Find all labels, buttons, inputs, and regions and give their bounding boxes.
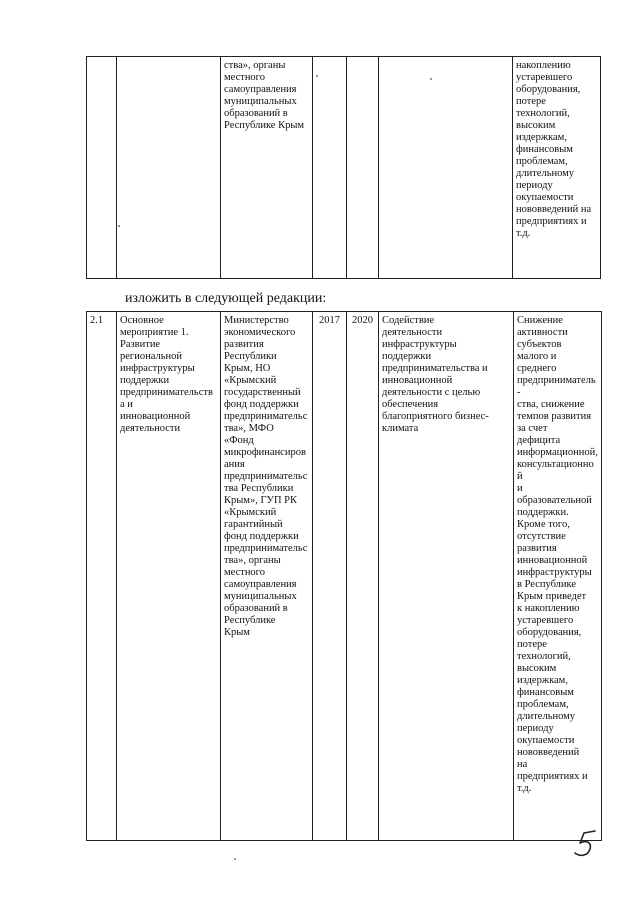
row-number: 2.1 [90, 315, 104, 326]
measure-text: Основное мероприятие 1. Развитие региональной инфраструктуры поддержки предпринимательства и инновационной деятельности [120, 315, 213, 434]
result-cell [379, 312, 514, 841]
start-year-cell [313, 312, 347, 841]
scan-speck [234, 858, 236, 860]
main-table [86, 311, 602, 841]
end-year: 2020 [352, 315, 373, 326]
start-year: 2017 [319, 315, 340, 326]
handwritten-five-icon [570, 829, 600, 859]
expected-result-text: Содействие деятельности инфраструктуры поддержки предпринимательства и инновационной деятельности с целью обеспечения благоприятного бизнес- климата [382, 315, 489, 434]
continuation-table [86, 56, 601, 279]
number-cell [87, 57, 117, 279]
number-cell [87, 312, 117, 841]
responsible-text: ства», органы местного самоуправления муниципальных образований в Республике Крым [224, 60, 305, 131]
responsible-text: Министерство экономического развития Республики Крым, НО «Крымский государственный фонд поддержки предпринимательства», МФО «Фонд микрофинансирования предпринимательства Республики Крым», ГУП РК «Крымский гарантийный фонд поддержки предпринимательства», органы местного самоуправления муниципальных образований в Республике Крым [224, 315, 308, 638]
scan-speck [430, 78, 432, 80]
end-year-cell [347, 312, 379, 841]
responsible-cell [221, 312, 313, 841]
measure-cell [117, 57, 221, 279]
table-row [87, 57, 601, 279]
consequence-text: Снижение активности субъектов малого и среднего предприниматель- ства, снижение темпов развития за счет дефицита информационной, консультационной и образовательной поддержки. Кроме того, отсутствие развития инновационной инфраструктуры в Республике Крым приведет к накоплению устаревшего оборудования, потере технологий, высоким издержкам, финансовым проблемам, длительному периоду окупаемости нововведений на предприятиях и т.д. [517, 315, 598, 794]
consequence-cell [514, 312, 602, 841]
scan-speck [316, 75, 318, 77]
handwritten-page-mark [570, 829, 600, 859]
intro-line: изложить в следующей редакции: [125, 291, 327, 306]
start-year-cell [313, 57, 347, 279]
end-year-cell [347, 57, 379, 279]
measure-cell [117, 312, 221, 841]
table-row [87, 312, 602, 841]
result-cell [379, 57, 513, 279]
scan-speck [118, 225, 120, 227]
consequence-cell [513, 57, 601, 279]
consequence-text: накоплению устаревшего оборудования, потере технологий, высоким издержкам, финансовым проблемам, длительному периоду окупаемости нововведений на предприятиях и т.д. [516, 60, 592, 239]
responsible-cell [221, 57, 313, 279]
